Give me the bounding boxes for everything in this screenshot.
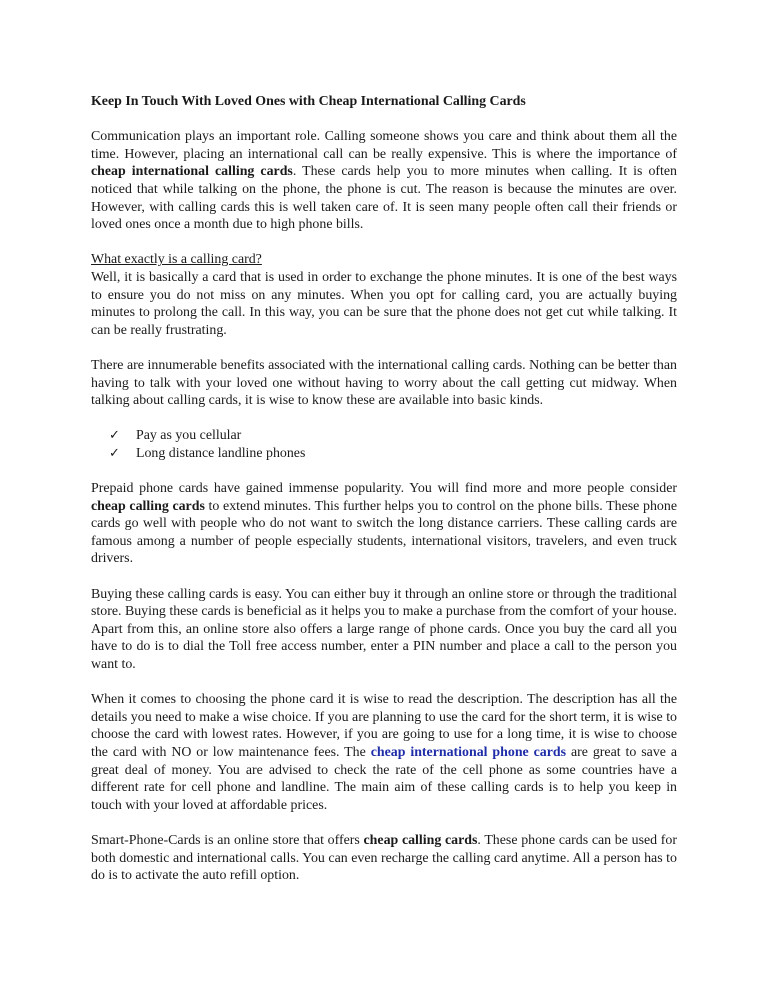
paragraph-prepaid-text-c: to extend minutes. This further helps you to control on the phone bills. These phone cards go well with people who do not want to switch the long distance carriers. These calling cards are famous among a number of people especially students, international visitors, travelers, and even truck drivers. xyxy=(91,498,677,567)
paragraph-intro-text-a: Communication plays an important role. Calling someone shows you care and think about them all the time. However, placing an international call can be really expensive. This is where the importance of xyxy=(91,129,677,162)
checkmark-icon: ✓ xyxy=(109,428,120,444)
paragraph-choosing-text-a: When it comes to choosing the phone card it is wise to read the description. The description has all the details you need to make a wise choice. If you are planning to use the card for the short term, it is wise to choose the card with lowest rates. However, if you are going to use for a long time, it is wise to choose the card with NO or low maintenance fees. The xyxy=(91,692,677,760)
document-page xyxy=(91,93,677,902)
list-item-label: Pay as you cellular xyxy=(136,428,242,444)
section-heading: What exactly is a calling card? xyxy=(91,252,262,268)
checkmark-icon: ✓ xyxy=(109,445,120,461)
keyword-cheap-calling-cards: cheap calling cards xyxy=(363,832,478,848)
paragraph-store xyxy=(91,832,677,885)
card-types-list xyxy=(91,427,677,462)
paragraph-calling-card-definition xyxy=(91,251,677,339)
paragraph-choosing xyxy=(91,691,677,814)
paragraph-prepaid-text-a: Prepaid phone cards have gained immense popularity. You will find more and more people consider xyxy=(91,481,677,497)
paragraph-benefits: There are innumerable benefits associated with the international calling cards. Nothing can be better than having to talk with your loved one without having to worry about the call getting cut midway. When talking about calling cards, it is wise to know these are available into basic kinds. xyxy=(91,357,677,409)
keyword-cheap-calling-cards: cheap calling cards xyxy=(91,498,205,514)
paragraph-store-text-c: . These phone cards can be used for both domestic and international calls. You can even recharge the calling card anytime. All a person has to do is to activate the auto refill option. xyxy=(91,832,677,884)
paragraph-buying: Buying these calling cards is easy. You can either buy it through an online store or through the traditional store. Buying these cards is beneficial as it helps you to make a purchase from the comfort of your house. Apart from this, an online store also offers a large range of phone cards. Once you buy the card all you have to do is to dial the Toll free access number, enter a PIN number and place a call to the person you want to. xyxy=(91,586,677,672)
paragraph-intro xyxy=(91,128,677,234)
list-item xyxy=(109,445,677,463)
paragraph-definition-text: Well, it is basically a card that is used in order to exchange the phone minutes. It is one of the best ways to ensure you do not miss on any minutes. When you opt for calling card, you are actually buying minutes to prolong the call. In this way, you can be sure that the phone does not get cut while talking. It can be really frustrating. xyxy=(91,269,677,338)
list-item xyxy=(109,427,677,445)
document-title: Keep In Touch With Loved Ones with Cheap International Calling Cards xyxy=(91,94,526,109)
list-item-label: Long distance landline phones xyxy=(136,445,306,461)
paragraph-prepaid xyxy=(91,480,677,568)
paragraph-choosing-text-c: are great to save a great deal of money. You are advised to check the rate of the cell phone as some countries have a different rate for cell phone and landline. The main aim of these calling cards is to help you keep in touch with your loved at affordable prices. xyxy=(91,744,678,813)
keyword-cheap-international-calling-cards: cheap international calling cards xyxy=(91,164,293,180)
paragraph-store-text-a: Smart-Phone-Cards is an online store that offers xyxy=(91,832,364,848)
paragraph-intro-text-c: . These cards help you to more minutes when calling. It is often noticed that while talking on the phone, the phone is cut. The reason is because the minutes are over. However, with calling cards this is well taken care of. It is seen many people often call their friends or loved ones once a month due to high phone bills. xyxy=(91,164,677,233)
link-cheap-international-phone-cards[interactable]: cheap international phone cards xyxy=(370,744,567,760)
